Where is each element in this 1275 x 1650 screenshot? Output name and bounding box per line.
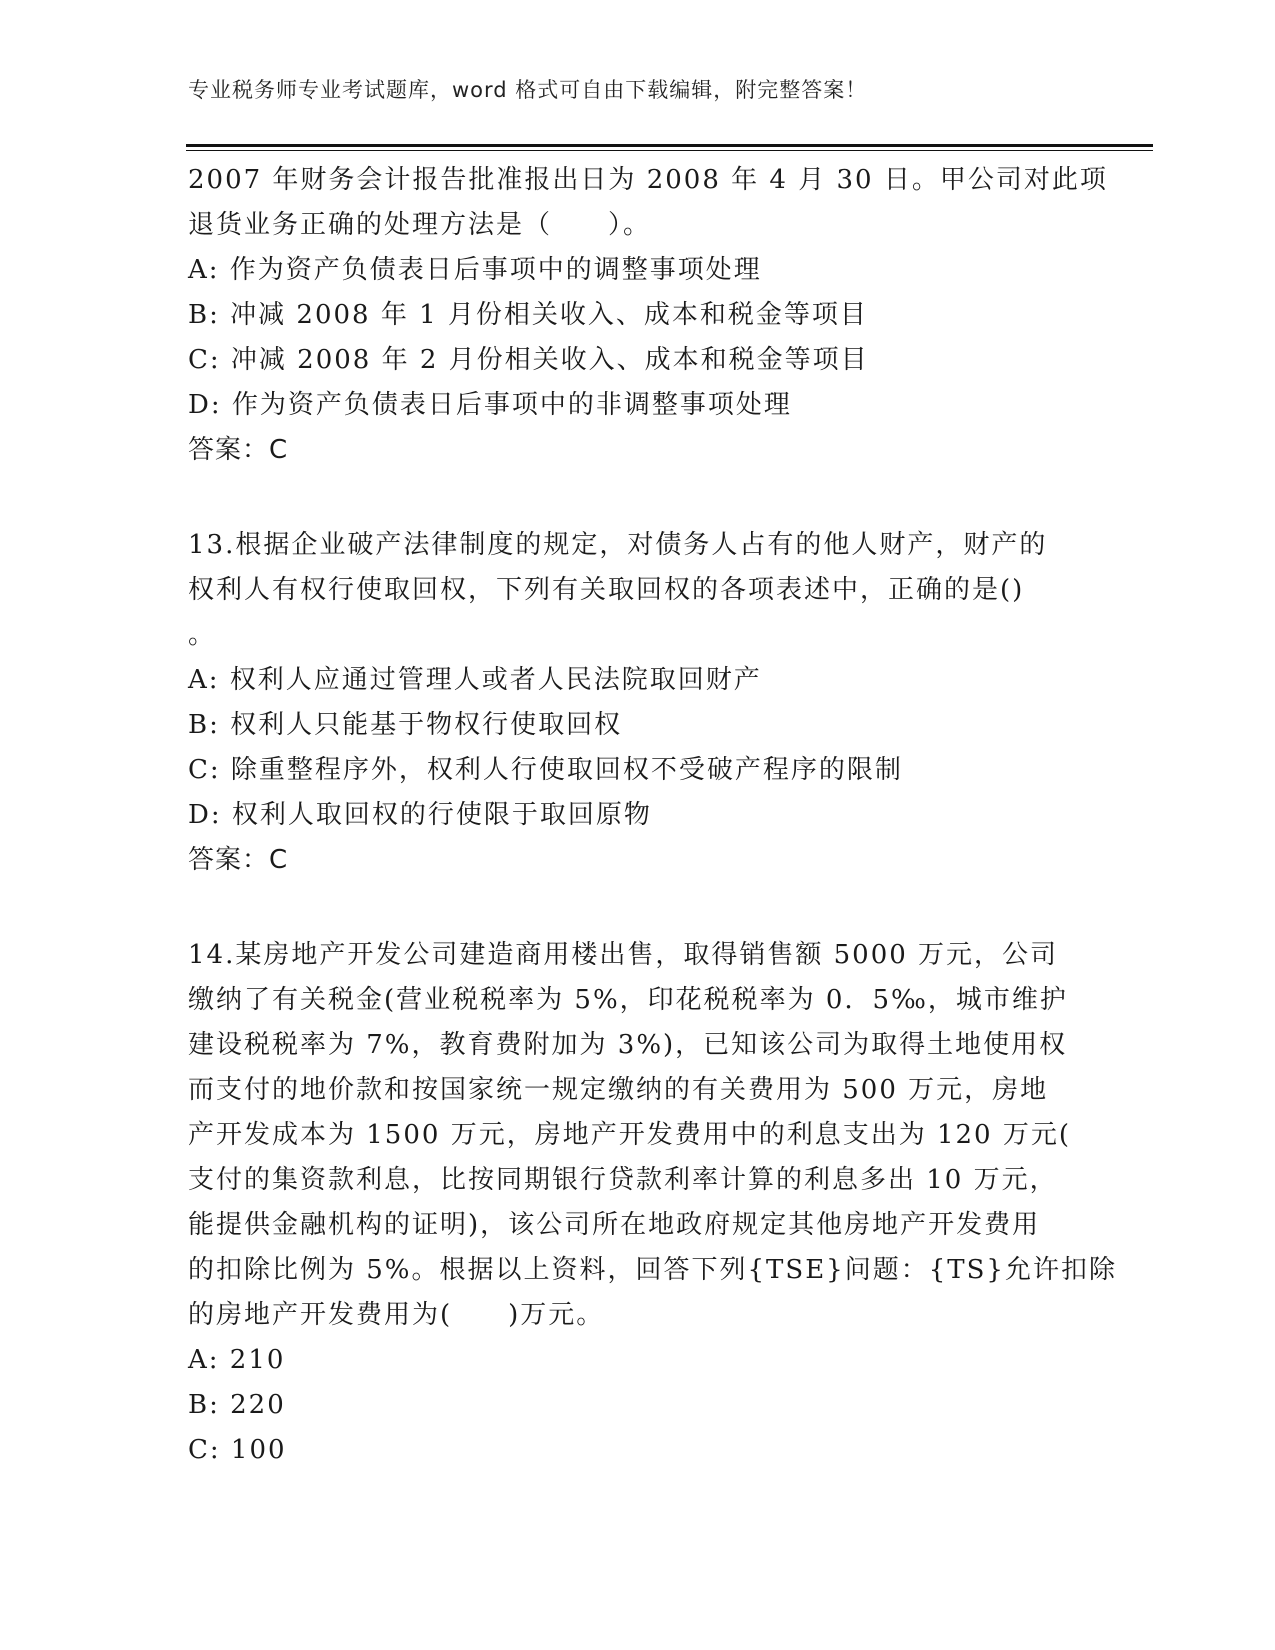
question-stem-line: 能提供金融机构的证明)，该公司所在地政府规定其他房地产开发费用 <box>188 1210 1041 1240</box>
option-c: C: 除重整程序外，权利人行使取回权不受破产程序的限制 <box>188 755 903 785</box>
option-d: D: 作为资产负债表日后事项中的非调整事项处理 <box>188 390 792 420</box>
spacer <box>188 473 1088 523</box>
question-stem-line: 2007 年财务会计报告批准报出日为 2008 年 4 月 30 日。甲公司对此项 <box>188 165 1108 195</box>
option-a: A: 作为资产负债表日后事项中的调整事项处理 <box>188 255 762 285</box>
question-stem-line: 退货业务正确的处理方法是（ ）。 <box>188 210 652 240</box>
option-c: C: 100 <box>188 1435 287 1465</box>
header-divider-thin <box>186 150 1153 151</box>
question-stem-line: 13.根据企业破产法律制度的规定，对债务人占有的他人财产，财产的 <box>188 530 1048 560</box>
question-13 <box>188 523 1088 883</box>
option-a: A: 权利人应通过管理人或者人民法院取回财产 <box>188 665 762 695</box>
option-d: D: 权利人取回权的行使限于取回原物 <box>188 800 652 830</box>
option-b: B: 220 <box>188 1390 286 1420</box>
question-stem-line: 的扣除比例为 5%。根据以上资料，回答下列{TSE}问题：{TS}允许扣除 <box>188 1255 1117 1285</box>
question-stem-line: 产开发成本为 1500 万元，房地产开发费用中的利息支出为 120 万元( <box>188 1120 1071 1150</box>
question-stem-line: 的房地产开发费用为( )万元。 <box>188 1300 605 1330</box>
question-stem-line: 支付的集资款利息，比按同期银行贷款利率计算的利息多出 10 万元， <box>188 1165 1058 1195</box>
question-stem-line: 14.某房地产开发公司建造商用楼出售，取得销售额 5000 万元，公司 <box>188 940 1059 970</box>
page-header: 专业税务师专业考试题库，word 格式可自由下载编辑，附完整答案！ <box>188 78 868 102</box>
option-b: B: 冲减 2008 年 1 月份相关收入、成本和税金等项目 <box>188 300 868 330</box>
question-content <box>188 158 1117 1473</box>
answer: 答案：C <box>188 845 289 875</box>
question-stem-line: 。 <box>188 620 217 650</box>
question-stem-line: 建设税税率为 7%，教育费附加为 3%)，已知该公司为取得土地使用权 <box>188 1030 1068 1060</box>
answer: 答案：C <box>188 435 289 465</box>
option-a: A: 210 <box>188 1345 286 1375</box>
option-b: B: 权利人只能基于物权行使取回权 <box>188 710 623 740</box>
question-stem-line: 缴纳了有关税金(营业税税率为 5%，印花税税率为 0．5‰，城市维护 <box>188 985 1068 1015</box>
question-14 <box>188 933 1117 1473</box>
header-divider-thick <box>186 144 1153 147</box>
question-12 <box>188 158 1108 473</box>
question-stem-line: 权利人有权行使取回权，下列有关取回权的各项表述中，正确的是() <box>188 575 1025 605</box>
question-stem-line: 而支付的地价款和按国家统一规定缴纳的有关费用为 500 万元，房地 <box>188 1075 1049 1105</box>
option-c: C: 冲减 2008 年 2 月份相关收入、成本和税金等项目 <box>188 345 869 375</box>
spacer <box>188 883 1088 933</box>
